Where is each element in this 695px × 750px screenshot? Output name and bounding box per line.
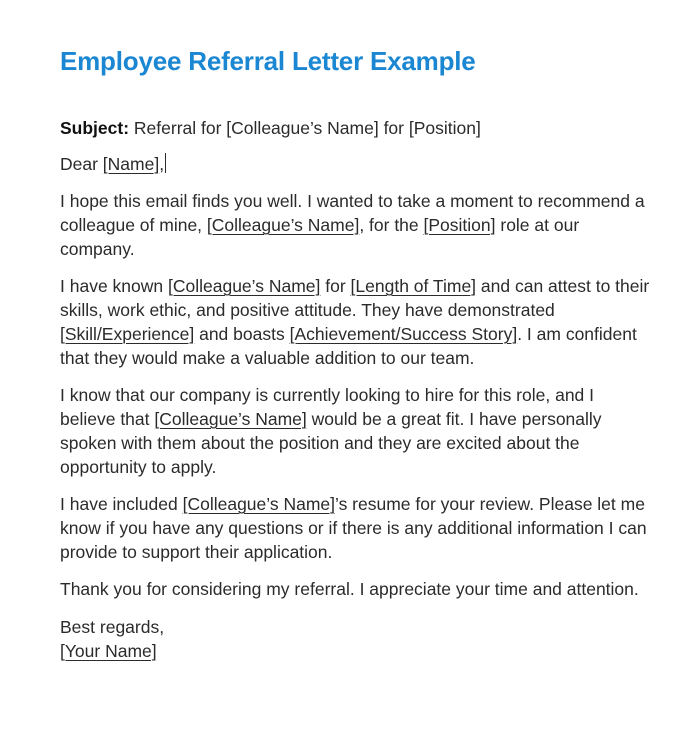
text-span: role at our company. — [60, 215, 580, 259]
greeting-suffix: , — [159, 154, 165, 174]
text-span: I have known — [60, 276, 168, 296]
text-span: , for the — [359, 215, 424, 235]
page-title: Employee Referral Letter Example — [60, 46, 476, 76]
text-span: and boasts — [194, 324, 290, 344]
subject-line — [60, 116, 650, 140]
placeholder-colleague-name: [Colleague’s Name] — [206, 215, 360, 235]
placeholder-achievement: [Achievement/Success Story] — [289, 324, 518, 344]
text-span: I hope this email finds you well. I wanted to take a moment to recommend a colleague of mine, — [60, 191, 645, 235]
closing — [60, 615, 650, 663]
text-span: . I am confident that they would make a valuable addition to our team. — [60, 324, 637, 368]
paragraph-qualifications — [60, 274, 650, 370]
placeholder-colleague-name: [Colleague’s Name] — [182, 494, 335, 514]
paragraph-intro — [60, 189, 650, 261]
paragraph-resume — [60, 492, 650, 564]
placeholder-colleague-name: [Colleague’s Name] — [154, 409, 307, 429]
closing-text: Best regards, — [60, 617, 165, 637]
text-span: I know that our company is currently looking to hire for this role, and I believe that — [60, 385, 595, 429]
paragraph-thanks — [60, 577, 650, 601]
text-cursor — [165, 153, 166, 173]
greeting — [60, 152, 650, 176]
placeholder-length-of-time: [Length of Time] — [350, 276, 477, 296]
placeholder-name: [Name] — [102, 154, 160, 174]
text-span: ’s resume for your review. Please let me know if you have any questions or if there is any additional information I can provide to support their application. — [60, 494, 647, 562]
placeholder-colleague-name: [Colleague’s Name] — [167, 276, 321, 296]
text-span: Thank you for considering my referral. I appreciate your time and attention. — [60, 579, 639, 599]
placeholder-position: [Position] — [423, 215, 496, 235]
placeholder-your-name: [Your Name] — [60, 641, 157, 661]
text-span: and can attest to their skills, work ethic, and positive attitude. They have demonstrated — [60, 276, 650, 320]
text-span: for — [320, 276, 351, 296]
placeholder-skill-experience: [Skill/Experience] — [60, 324, 195, 344]
text-span: would be a great fit. I have personally spoken with them about the position and they are excited about the opportunity to apply. — [60, 409, 602, 477]
subject-label: Subject: — [60, 118, 130, 138]
subject-text: Referral for [Colleague’s Name] for [Position] — [133, 118, 481, 138]
paragraph-fit — [60, 383, 650, 479]
greeting-prefix: Dear — [60, 154, 103, 174]
letter-document — [60, 44, 650, 676]
text-span: I have included — [60, 494, 183, 514]
